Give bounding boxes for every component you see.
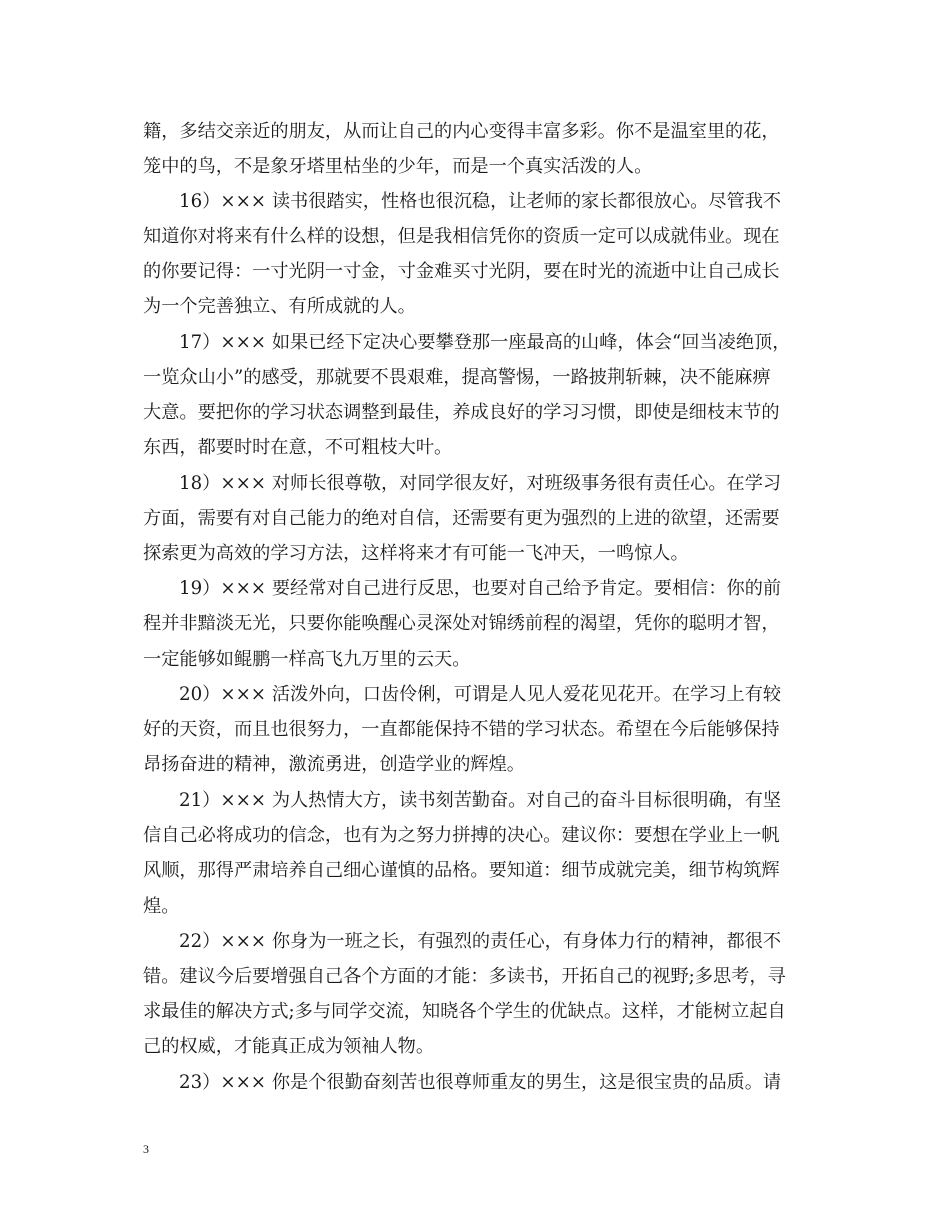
text-line: 笼中的鸟，不是象牙塔里枯坐的少年，而是一个真实活泼的人。 (143, 156, 653, 177)
page-number: 3 (143, 1142, 149, 1156)
text-line: 知道你对将来有什么样的设想，但是我相信凭你的资质一定可以成就伟业。现在 (143, 226, 780, 247)
text-line: 19）××× 要经常对自己进行反思，也要对自己给予肯定。要相信：你的前 (179, 578, 782, 599)
text-line: 求最佳的解决方式;多与同学交流，知晓各个学生的优缺点。这样，才能树立起自 (143, 1001, 786, 1022)
text-line: 风顺，那得严肃培养自己细心谨慎的品格。要知道：细节成就完美，细节构筑辉 (143, 860, 780, 881)
text-line: 己的权威，才能真正成为领袖人物。 (143, 1036, 435, 1057)
text-line: 大意。要把你的学习状态调整到最佳，养成良好的学习习惯，即使是细枝末节的 (143, 402, 780, 423)
text-line: 方面，需要有对自己能力的绝对自信，还需要有更为强烈的上进的欲望，还需要 (143, 508, 780, 529)
text-line: 20）××× 活泼外向，口齿伶俐，可谓是人见人爱花见花开。在学习上有较 (179, 684, 782, 705)
text-line: 17）××× 如果已经下定决心要攀登那一座最高的山峰，体会“回当凌绝顶， (179, 332, 791, 353)
text-line: 一览众山小”的感受，那就要不畏艰难，提高警惕，一路披荆斩棘，决不能麻痹 (143, 367, 771, 388)
text-line: 错。建议今后要增强自己各个方面的才能：多读书，开拓自己的视野;多思考，寻 (143, 966, 786, 987)
text-line: 为一个完善独立、有所成就的人。 (143, 296, 416, 317)
text-line: 18）××× 对师长很尊敬，对同学很友好，对班级事务很有责任心。在学习 (179, 473, 782, 494)
text-line: 一定能够如鲲鹏一样高飞九万里的云天。 (143, 649, 471, 670)
text-line: 昂扬奋进的精神，激流勇进，创造学业的辉煌。 (143, 754, 525, 775)
text-line: 程并非黯淡无光，只要你能唤醒心灵深处对锦绣前程的渴望，凭你的聪明才智， (143, 613, 780, 634)
text-line: 的你要记得：一寸光阴一寸金，寸金难买寸光阴，要在时光的流逝中让自己成长 (143, 261, 780, 282)
text-line: 22）××× 你身为一班之长，有强烈的责任心，有身体力行的精神，都很不 (179, 931, 782, 952)
text-line: 好的天资，而且也很努力，一直都能保持不错的学习状态。希望在今后能够保持 (143, 719, 780, 740)
text-line: 籍，多结交亲近的朋友，从而让自己的内心变得丰富多彩。你不是温室里的花， (143, 121, 780, 142)
text-line: 21）××× 为人热情大方，读书刻苦勤奋。对自己的奋斗目标很明确，有坚 (179, 790, 782, 811)
text-line: 16）××× 读书很踏实，性格也很沉稳，让老师的家长都很放心。尽管我不 (179, 191, 782, 212)
text-line: 东西，都要时时在意，不可粗枝大叶。 (143, 437, 453, 458)
text-line: 探索更为高效的学习方法，这样将来才有可能一飞冲天，一鸣惊人。 (143, 543, 689, 564)
text-line: 信自己必将成功的信念，也有为之努力拼搏的决心。建议你：要想在学业上一帆 (143, 825, 780, 846)
text-line: 23）××× 你是个很勤奋刻苦也很尊师重友的男生，这是很宝贵的品质。请 (179, 1072, 782, 1093)
text-line: 煌。 (143, 896, 180, 917)
